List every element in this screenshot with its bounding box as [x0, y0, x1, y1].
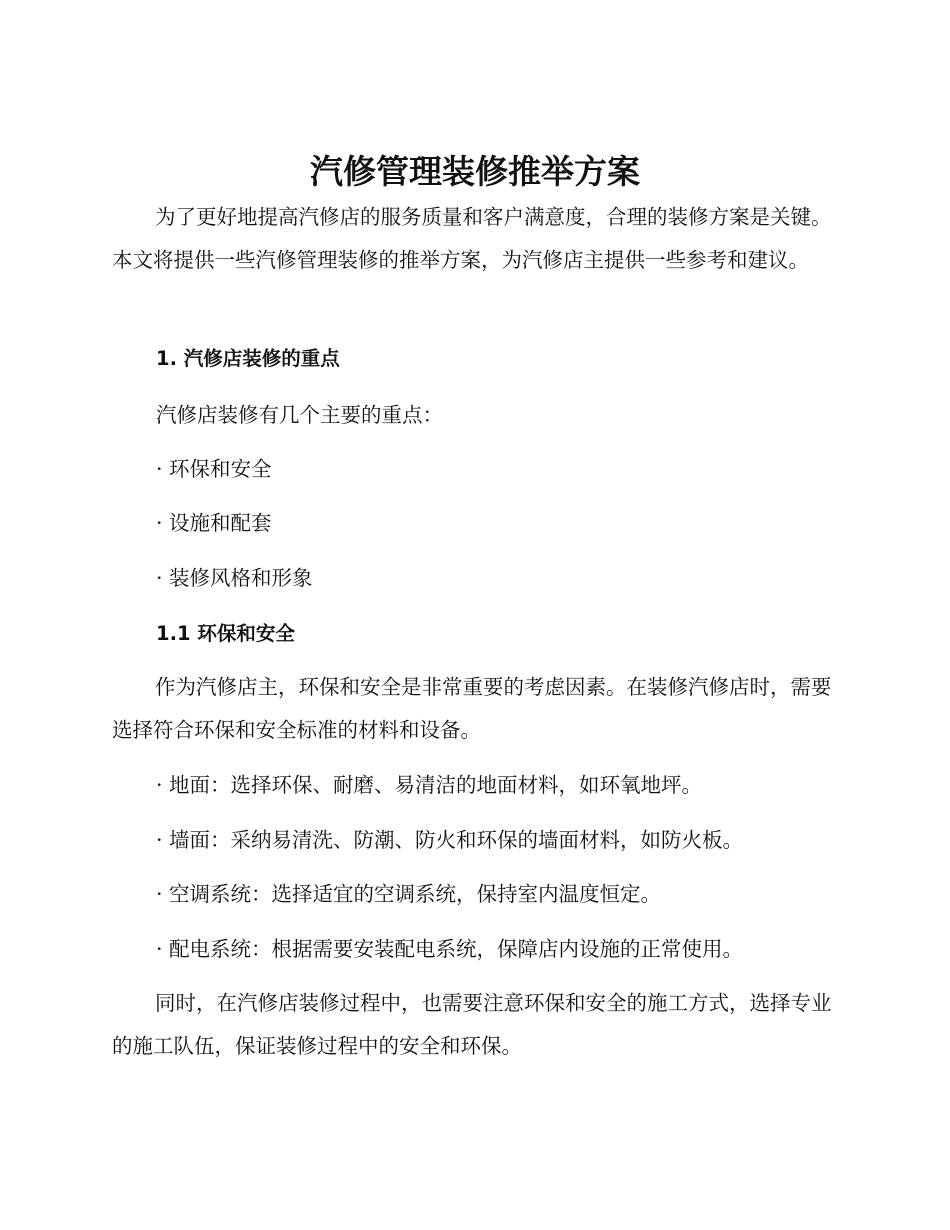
bullet-item: · 设施和配套 [156, 511, 272, 535]
bullet-item: · 地面：选择环保、耐磨、易清洁的地面材料，如环氧地坪。 [156, 773, 703, 797]
bullet-item: · 空调系统：选择适宜的空调系统，保持室内温度恒定。 [156, 882, 662, 906]
bullet-item: · 墙面：采纳易清洗、防潮、防火和环保的墙面材料，如防火板。 [156, 828, 744, 852]
section-1-lead: 汽修店装修有几个主要的重点： [156, 403, 443, 427]
section-heading-1-1: 1.1 环保和安全 [156, 622, 295, 645]
document-title: 汽修管理装修推举方案 [310, 152, 640, 191]
section-1-1-paragraph-1: 作为汽修店主，环保和安全是非常重要的考虑因素。在装修汽修店时，需要选择符合环保和安全标准的材料和设备。 [112, 675, 832, 742]
bullet-item: · 装修风格和形象 [156, 566, 313, 590]
section-1-1-paragraph-2: 同时，在汽修店装修过程中，也需要注意环保和安全的施工方式，选择专业的施工队伍，保证装修过程中的安全和环保。 [112, 991, 832, 1058]
bullet-item: · 环保和安全 [156, 457, 272, 481]
bullet-item: · 配电系统：根据需要安装配电系统，保障店内设施的正常使用。 [156, 937, 744, 961]
section-heading-1: 1. 汽修店装修的重点 [156, 347, 340, 370]
intro-paragraph: 为了更好地提高汽修店的服务质量和客户满意度，合理的装修方案是关键。本文将提供一些汽修管理装修的推举方案，为汽修店主提供一些参考和建议。 [112, 205, 832, 272]
